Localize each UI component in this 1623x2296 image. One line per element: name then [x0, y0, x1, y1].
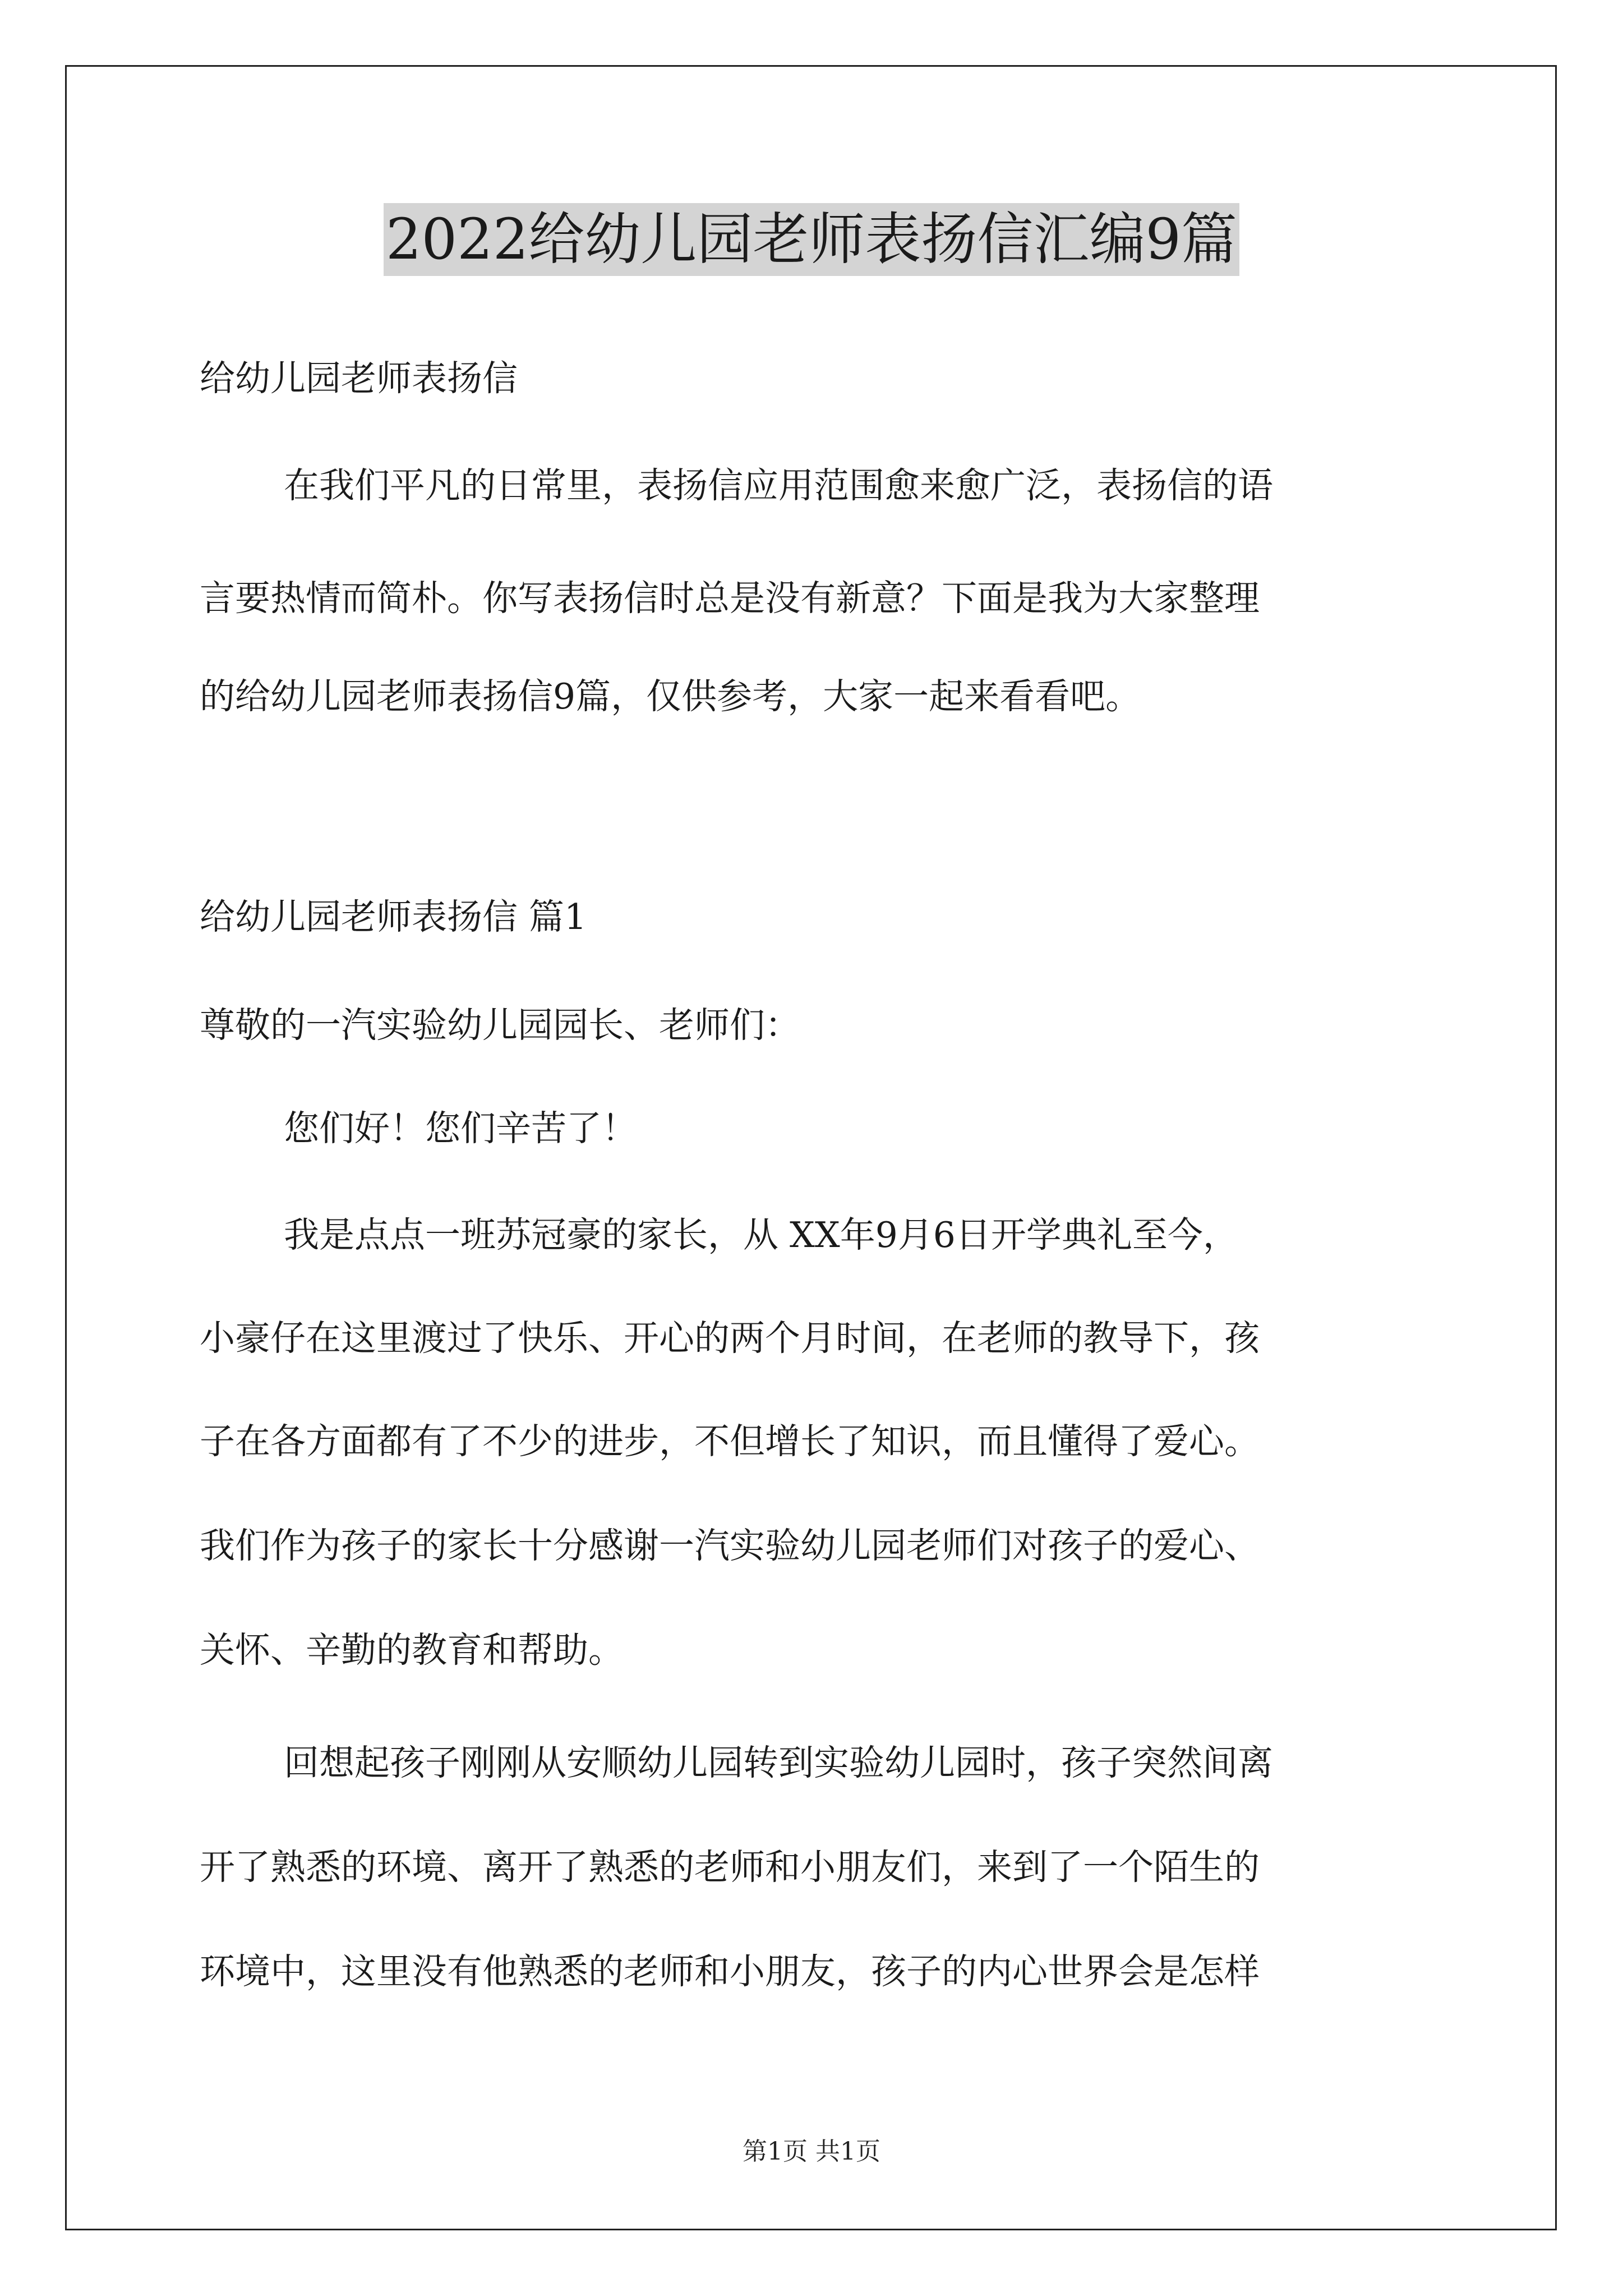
letter-paragraph-line: 回想起孩子刚刚从安顺幼儿园转到实验幼儿园时，孩子突然间离 [284, 1742, 1273, 1783]
letter-paragraph-line: 子在各方面都有了不少的进步，不但增长了知识，而且懂得了爱心。 [200, 1421, 1260, 1462]
letter-heading: 给幼儿园老师表扬信 篇1 [200, 896, 587, 937]
page-footer: 第1页 共1页 [743, 2137, 880, 2166]
section-heading: 给幼儿园老师表扬信 [200, 358, 518, 399]
letter-paragraph-line: 小豪仔在这里渡过了快乐、开心的两个月时间，在老师的教导下，孩 [200, 1318, 1260, 1359]
letter-salutation: 尊敬的一汽实验幼儿园园长、老师们： [200, 1005, 800, 1046]
intro-paragraph-line: 的给幼儿园老师表扬信9篇，仅供参考，大家一起来看看吧。 [200, 676, 1141, 717]
document-title: 2022给幼儿园老师表扬信汇编9篇 [384, 203, 1239, 276]
document-title-block [0, 203, 1623, 276]
letter-paragraph-line: 我是点点一班苏冠豪的家长，从 XX年9月6日开学典礼至今， [284, 1214, 1238, 1255]
letter-paragraph-line: 环境中，这里没有他熟悉的老师和小朋友，孩子的内心世界会是怎样 [200, 1951, 1260, 1992]
letter-paragraph-line: 我们作为孩子的家长十分感谢一汽实验幼儿园老师们对孩子的爱心、 [200, 1525, 1260, 1566]
letter-paragraph-line: 关怀、辛勤的教育和帮助。 [200, 1630, 624, 1671]
intro-paragraph-line: 言要热情而简朴。你写表扬信时总是没有新意？下面是我为大家整理 [200, 578, 1260, 619]
letter-paragraph-line: 开了熟悉的环境、离开了熟悉的老师和小朋友们，来到了一个陌生的 [200, 1847, 1260, 1888]
intro-paragraph-line: 在我们平凡的日常里，表扬信应用范围愈来愈广泛，表扬信的语 [284, 465, 1273, 506]
letter-greeting: 您们好！您们辛苦了！ [284, 1108, 637, 1149]
